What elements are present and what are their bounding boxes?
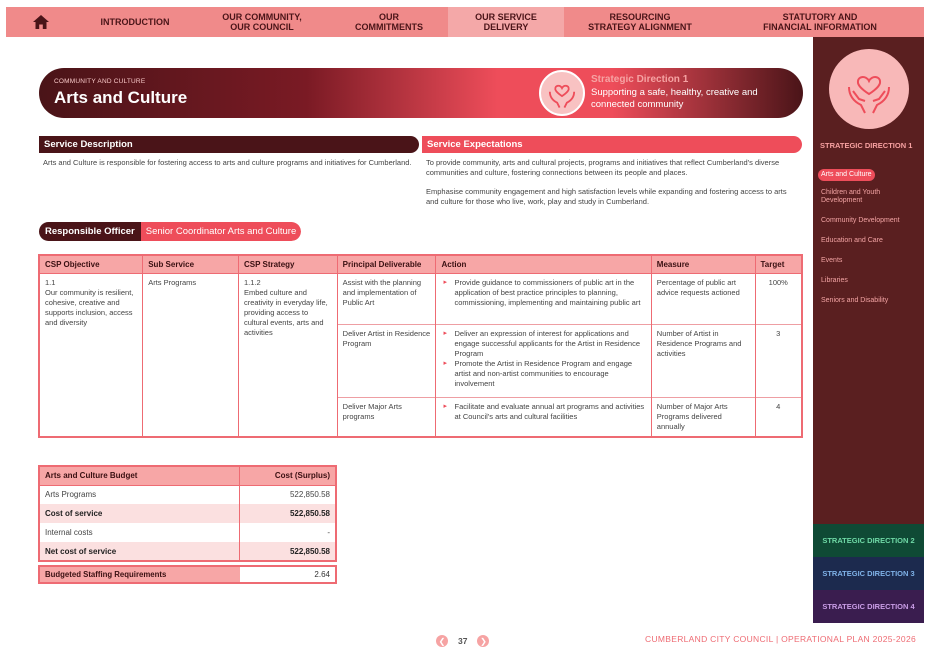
- budget-row: [39, 485, 336, 504]
- responsible-officer-value: Senior Coordinator Arts and Culture: [141, 222, 302, 241]
- staffing-label: Budgeted Staffing Requirements: [40, 567, 240, 582]
- action-cell: [436, 324, 651, 397]
- budget-row: [39, 504, 336, 523]
- title-banner: [39, 68, 803, 118]
- strategic-direction-text: Supporting a safe, healthy, creative and connected community: [591, 87, 758, 110]
- deliverable-cell: Deliver Artist in Residence Program: [337, 324, 436, 397]
- sidebar-item-libraries[interactable]: Libraries: [821, 277, 848, 284]
- header-measure: Measure: [651, 255, 755, 273]
- header-principal-deliverable: Principal Deliverable: [337, 255, 436, 273]
- budget-row-label: Net cost of service: [39, 542, 239, 561]
- home-icon: [33, 15, 49, 29]
- service-expectations-heading: Service Expectations: [422, 136, 802, 153]
- heart-hands-icon: [829, 49, 909, 129]
- header-csp-objective: CSP Objective: [39, 255, 143, 273]
- service-description-text: Arts and Culture is responsible for fostering access to arts and culture programs and initiatives for Cumberland.: [43, 158, 412, 167]
- page-navigation: [436, 635, 489, 647]
- service-expectations-p1: To provide community, arts and cultural projects, programs and initiatives that reflect Cumberland's diverse communities and culture, fostering connections between its people and places.: [426, 158, 780, 177]
- previous-page-button[interactable]: [436, 635, 448, 647]
- action-item: ▸ Provide guidance to commissioners of public art in the application of best practice principles to planning, commissioning, implementing and maintaining public art: [441, 278, 645, 308]
- budget-row-value: 522,850.58: [239, 504, 336, 523]
- page-title: Arts and Culture: [54, 88, 188, 107]
- sidebar-item-arts-and-culture[interactable]: Arts and Culture: [818, 169, 875, 181]
- budget-header-value: Cost (Surplus): [239, 466, 336, 485]
- budget-row-label: Cost of service: [39, 504, 239, 523]
- staffing-value: 2.64: [314, 570, 330, 579]
- sidebar-item-community-development[interactable]: Community Development: [821, 217, 900, 224]
- chevron-left-icon: ❮: [438, 636, 446, 646]
- sidebar-item-children-youth[interactable]: Children and Youth Development: [821, 189, 881, 204]
- heart-hands-icon: [539, 70, 585, 116]
- measure-cell: Percentage of public art advice requests actioned: [651, 273, 755, 324]
- budget-row: [39, 523, 336, 542]
- strategic-direction-2-tab[interactable]: STRATEGIC DIRECTION 2: [813, 524, 924, 557]
- chevron-right-icon: ❯: [480, 636, 487, 646]
- strategic-direction-4-tab[interactable]: STRATEGIC DIRECTION 4: [813, 590, 924, 623]
- home-button[interactable]: [6, 7, 76, 37]
- top-navigation: [6, 7, 924, 37]
- header-csp-strategy: CSP Strategy: [238, 255, 337, 273]
- page-number: 37: [458, 636, 468, 646]
- csp-strategy-cell: 1.1.2 Embed culture and creativity in everyday life, providing access to cultural events, arts and activities: [238, 273, 337, 437]
- service-delivery-table: [38, 254, 803, 438]
- header-sub-service: Sub Service: [143, 255, 239, 273]
- nav-introduction[interactable]: INTRODUCTION: [100, 17, 170, 27]
- budget-header-label: Arts and Culture Budget: [39, 466, 239, 485]
- sidebar-item-education-care[interactable]: Education and Care: [821, 237, 883, 244]
- measure-cell: Number of Artist in Residence Programs and activities: [651, 324, 755, 397]
- next-page-button[interactable]: [477, 635, 489, 647]
- sub-service-cell: Arts Programs: [143, 273, 239, 437]
- header-target: Target: [755, 255, 802, 273]
- nav-statutory-financial[interactable]: STATUTORY AND FINANCIAL INFORMATION: [763, 12, 877, 32]
- budget-row-value: 522,850.58: [239, 542, 336, 561]
- budget-row-label: Internal costs: [39, 523, 239, 542]
- action-item: ▸ Facilitate and evaluate annual art programs and activities at Council's arts and cultural facilities: [441, 402, 645, 422]
- action-item: ▸ Promote the Artist in Residence Program and engage artist and non-artist communities to encourage involvement: [441, 359, 645, 389]
- footer-document-title: CUMBERLAND CITY COUNCIL | OPERATIONAL PLAN 2025-2026: [645, 634, 916, 644]
- target-cell: 4: [755, 397, 802, 437]
- action-cell: [436, 397, 651, 437]
- nav-resourcing-strategy[interactable]: RESOURCING STRATEGY ALIGNMENT: [588, 12, 692, 32]
- responsible-officer-label: Responsible Officer: [39, 222, 141, 241]
- strategic-direction-1-label[interactable]: STRATEGIC DIRECTION 1: [820, 141, 913, 150]
- budget-row: [39, 542, 336, 561]
- measure-cell: Number of Major Arts Programs delivered annually: [651, 397, 755, 437]
- table-row: [39, 273, 802, 324]
- staffing-requirements: [38, 565, 337, 584]
- service-description-heading: Service Description: [39, 136, 419, 153]
- service-expectations-p2: Emphasise community engagement and high satisfaction levels while expanding and fostering access to arts and culture for those who live, work, play and study in Cumberland.: [426, 187, 787, 206]
- deliverable-cell: Deliver Major Arts programs: [337, 397, 436, 437]
- target-cell: 100%: [755, 273, 802, 324]
- csp-objective-cell: 1.1 Our community is resilient, cohesive, creative and supports inclusion, access and diversity: [39, 273, 143, 437]
- sidebar-item-events[interactable]: Events: [821, 257, 843, 264]
- budget-row-value: -: [239, 523, 336, 542]
- deliverable-cell: Assist with the planning and implementation of Public Art: [337, 273, 436, 324]
- target-cell: 3: [755, 324, 802, 397]
- nav-our-community[interactable]: OUR COMMUNITY, OUR COUNCIL: [222, 12, 302, 32]
- nav-our-service-delivery[interactable]: OUR SERVICE DELIVERY: [448, 7, 564, 37]
- sidebar-item-seniors-disability[interactable]: Seniors and Disability: [821, 297, 889, 304]
- nav-our-commitments[interactable]: OUR COMMITMENTS: [355, 12, 423, 32]
- sidebar-service-list: [818, 163, 920, 315]
- section-kicker: COMMUNITY AND CULTURE: [54, 78, 146, 85]
- strategic-direction-3-tab[interactable]: STRATEGIC DIRECTION 3: [813, 557, 924, 590]
- action-item: ▸ Deliver an expression of interest for applications and engage successful applicants for the Artist in Residence Program: [441, 329, 645, 359]
- action-cell: [436, 273, 651, 324]
- budget-row-label: Arts Programs: [39, 485, 239, 504]
- budget-table: [38, 465, 337, 562]
- budget-row-value: 522,850.58: [239, 485, 336, 504]
- strategic-direction-title: Strategic Direction 1: [591, 74, 689, 85]
- responsible-officer: [39, 222, 301, 241]
- header-action: Action: [436, 255, 651, 273]
